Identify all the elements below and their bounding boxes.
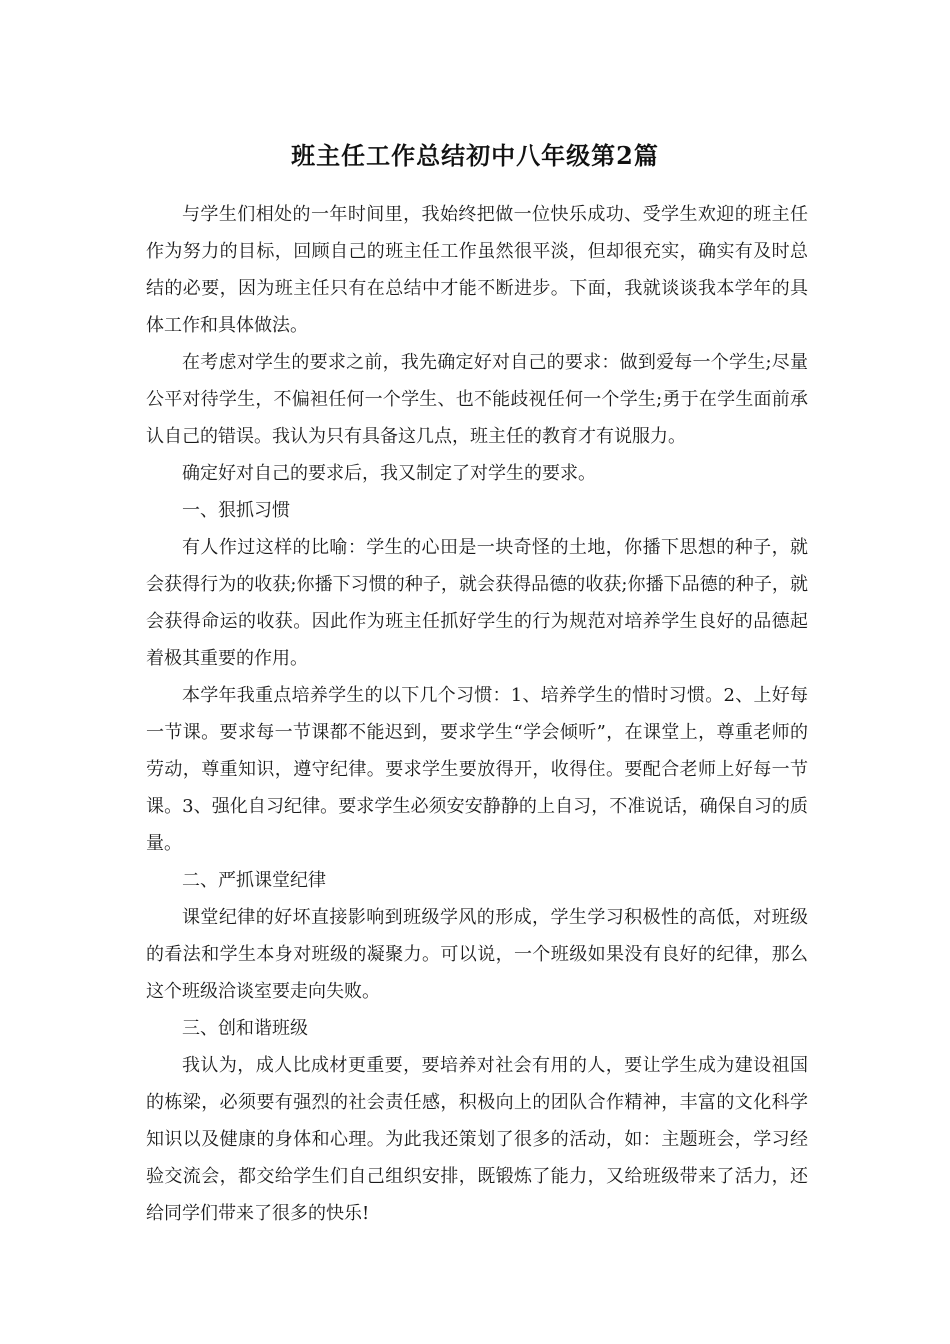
- paragraph-habits-metaphor: 有人作过这样的比喻：学生的心田是一块奇怪的土地，你播下思想的种子，就会获得行为的收获;你播下习惯的种子，就会获得品德的收获;你播下品德的种子，就会获得命运的收获。因此作为班主任抓好学生的行为规范对培养学生良好的品德起着极其重要的作用。: [146, 537, 808, 669]
- paragraph-discipline: 课堂纪律的好坏直接影响到班级学风的形成，学生学习积极性的高低，对班级的看法和学生本身对班级的凝聚力。可以说，一个班级如果没有良好的纪律，那么这个班级洽谈室要走向失败。: [146, 907, 808, 1002]
- section-heading-harmony: 三、创和谐班级: [182, 1018, 308, 1039]
- document-body: [146, 196, 808, 1232]
- section-heading-discipline: 二、严抓课堂纪律: [182, 870, 326, 891]
- page-title: 班主任工作总结初中八年级第2篇: [291, 141, 659, 170]
- paragraph-harmony: 我认为，成人比成材更重要，要培养对社会有用的人，要让学生成为建设祖国的栋梁，必须要有强烈的社会责任感，积极向上的团队合作精神，丰富的文化科学知识以及健康的身体和心理。为此我还策划了很多的活动，如：主题班会，学习经验交流会，都交给学生们自己组织安排，既锻炼了能力，又给班级带来了活力，还给同学们带来了很多的快乐!: [146, 1055, 808, 1224]
- section-heading-habits: 一、狠抓习惯: [182, 500, 290, 521]
- paragraph-intro: 与学生们相处的一年时间里，我始终把做一位快乐成功、受学生欢迎的班主任作为努力的目标，回顾自己的班主任工作虽然很平淡，但却很充实，确实有及时总结的必要，因为班主任只有在总结中才能不断进步。下面，我就谈谈我本学年的具体工作和具体做法。: [146, 204, 808, 336]
- paragraph-self-requirements: 在考虑对学生的要求之前，我先确定好对自己的要求：做到爱每一个学生;尽量公平对待学生，不偏袒任何一个学生、也不能歧视任何一个学生;勇于在学生面前承认自己的错误。我认为只有具备这几点，班主任的教育才有说服力。: [146, 352, 808, 447]
- paragraph-habits-details: 本学年我重点培养学生的以下几个习惯：1、培养学生的惜时习惯。2、上好每一节课。要求每一节课都不能迟到，要求学生“学会倾听”，在课堂上，尊重老师的劳动，尊重知识，遵守纪律。要求学生要放得开，收得住。要配合老师上好每一节课。3、强化自习纪律。要求学生必须安安静静的上自习，不准说话，确保自习的质量。: [146, 685, 808, 854]
- paragraph-student-requirements: 确定好对自己的要求后，我又制定了对学生的要求。: [182, 463, 596, 484]
